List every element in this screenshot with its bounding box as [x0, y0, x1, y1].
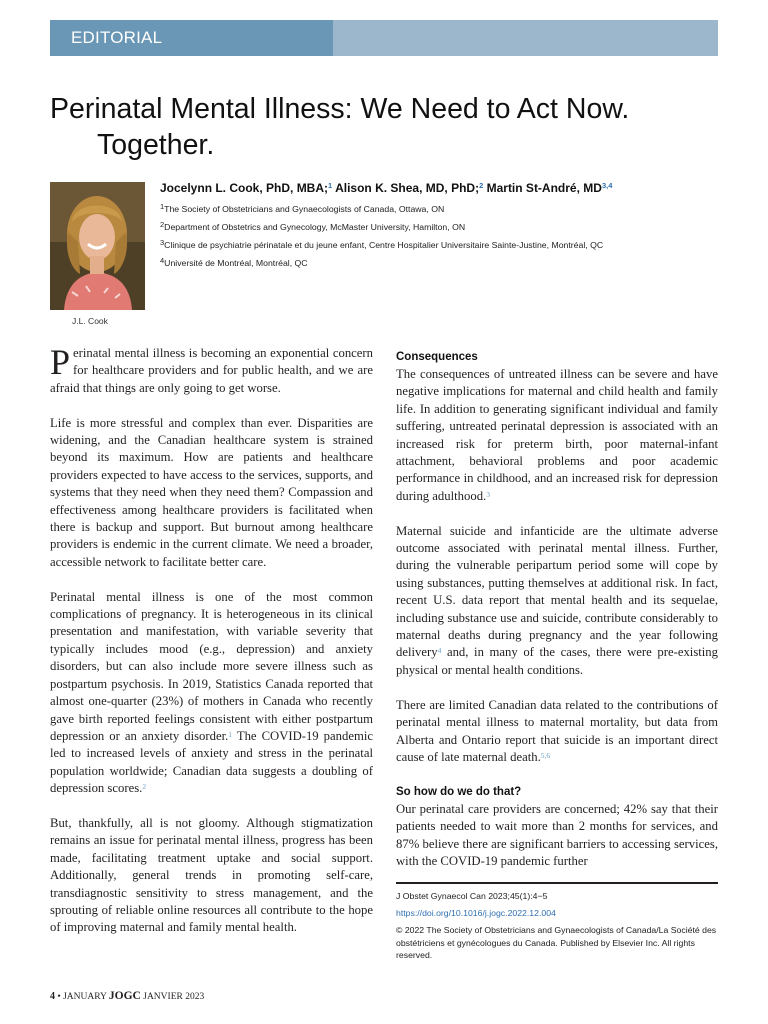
- affiliation-number: 2: [160, 220, 165, 229]
- right-column: [396, 349, 718, 888]
- footer-month-en: JANUARY: [63, 992, 107, 1002]
- affiliation-number: 4: [160, 256, 165, 265]
- affiliation-4: [160, 257, 308, 269]
- page-footer: [50, 990, 204, 1002]
- paragraph-text: and, in many of the cases, there were pre-existing physical or mental health conditions.: [396, 645, 718, 677]
- paragraph-text: The COVID-19 pandemic led to increased levels of anxiety and stress in the perinatal population worldwide; Canadian data suggests a doubling of depression scores.: [50, 728, 373, 796]
- paragraph-text: Maternal suicide and infanticide are the ultimate adverse outcome associated with perinatal mental illness. Further, during the vulnerable peripartum period some will cope by using substances, putting themselves at additional risk. In fact, recent U.S. data report that mental health and its sequelae, including substance use and suicide, contribute considerably to maternal deaths during pregnancy and the year following delivery: [396, 523, 718, 660]
- author-name: Alison K. Shea, MD, PhD;: [332, 181, 480, 195]
- paragraph-text: The consequences of untreated illness can be severe and have negative implications for maternal and child health and family life. In addition to generating significant individual and family suffering, untreated perinatal depression is associated with an increased risk for preterm birth, poor maternal-infant attachment, behavioral problems and poor academic performance in childhood, and an increased risk for depression during adulthood.: [396, 367, 718, 503]
- footer-journal: JOGC: [108, 990, 141, 1002]
- paragraph: [396, 366, 718, 505]
- paragraph: [50, 589, 373, 798]
- paragraph: [50, 342, 373, 397]
- affiliation-2: [160, 221, 465, 233]
- affiliation-number: 1: [160, 202, 165, 211]
- reference-link[interactable]: 3: [486, 489, 490, 499]
- reference-link[interactable]: 4: [437, 646, 442, 656]
- author-affiliation-ref[interactable]: 1: [328, 181, 333, 190]
- page-number: 4: [50, 991, 55, 1002]
- journal-citation: J Obstet Gynaecol Can 2023;45(1):4−5: [396, 891, 548, 901]
- author-affiliation-ref[interactable]: 3,4: [601, 181, 613, 190]
- author-list: [160, 180, 725, 196]
- photo-caption: J.L. Cook: [72, 316, 108, 326]
- footer-month-fr: JANVIER 2023: [143, 992, 205, 1002]
- doi-link[interactable]: https://doi.org/10.1016/j.jogc.2022.12.004: [396, 907, 556, 918]
- section-heading: Consequences: [396, 351, 478, 363]
- drop-cap: P: [50, 342, 71, 382]
- paragraph-text: Perinatal mental illness is one of the most common complications of pregnancy. It is heterogeneous in its clinical presentation and manifestation, with variable severity that typically includes mood (e.g., depression) and anxiety disorders, but can also include more severe illness such as postpartum psychosis. In 2019, Statistics Canada reported that almost one-quarter (23%) of mothers in Canada who recently gave birth reported feelings consistent with either postpartum depression or an anxiety disorder.: [50, 589, 373, 743]
- paragraph: Our perinatal care providers are concerned; 42% say that their patients needed to wait more than 2 months for services, and 87% believe there are significant barriers to accessing services, with the COVID-19 pandemic further: [396, 801, 718, 868]
- affiliation-1: [160, 203, 444, 215]
- footer-bullet: •: [57, 992, 61, 1002]
- paragraph: [396, 523, 718, 680]
- section-label: EDITORIAL: [71, 28, 163, 47]
- affiliation-text: Clinique de psychiatrie périnatale et du jeune enfant, Centre Hospitalier Universitaire Sainte-Justine, Montréal, QC: [164, 240, 604, 250]
- article-title: Perinatal Mental Illness: We Need to Act Now. Together.: [50, 93, 630, 161]
- reference-link[interactable]: 1: [228, 729, 233, 739]
- author-name: Martin St-André, MD: [483, 181, 602, 195]
- affiliation-number: 3: [160, 238, 165, 247]
- affiliation-text: Université de Montréal, Montréal, QC: [164, 258, 308, 268]
- paragraph: But, thankfully, all is not gloomy. Although stigmatization remains an issue for perinatal mental illness, progress has been made, facilitating treatment uptake and social support. Additionally, general trends in promoting self-care, transdiagnostic sensitivity to stress management, and the sprouting of reliable online resources all contribute to the hope of improving maternal and family mental health.: [50, 815, 373, 935]
- reference-link[interactable]: 2: [142, 782, 147, 792]
- author-portrait-image: [50, 182, 145, 310]
- section-heading: So how do we do that?: [396, 785, 522, 798]
- affiliation-text: Department of Obstetrics and Gynecology, McMaster University, Hamilton, ON: [164, 222, 466, 232]
- paragraph: Life is more stressful and complex than ever. Disparities are widening, and the Canadian healthcare system is strained beyond its maximum. How are patients and healthcare providers expected to have access to the services, supports, and systems that they need when they need them? Compassion and effectiveness among healthcare providers is facilitated when there is backup and support. But burnout among healthcare providers is endemic in the current climate. We need a broader, accessible network to facilitate better care.: [50, 415, 373, 569]
- affiliation-3: [160, 239, 603, 251]
- reference-link[interactable]: 5,6: [540, 750, 551, 760]
- author-photo: [50, 182, 145, 310]
- affiliation-text: The Society of Obstetricians and Gynaecologists of Canada, Ottawa, ON: [164, 204, 445, 214]
- paragraph-text: erinatal mental illness is becoming an exponential concern for healthcare providers and for public health, and we are afraid that things are only going to get worse.: [50, 346, 373, 395]
- left-column: [50, 342, 373, 954]
- author-name: Jocelynn L. Cook, PhD, MBA;: [160, 181, 329, 195]
- author-affiliation-ref[interactable]: 2: [479, 181, 484, 190]
- citation-box: [396, 882, 718, 962]
- copyright-notice: © 2022 The Society of Obstetricians and Gynaecologists of Canada/La Société des obstétriciens et gynécologues du Canada. Published by Elsevier Inc. All rights reserved.: [396, 925, 717, 960]
- paragraph: [396, 697, 718, 767]
- paragraph-text: There are limited Canadian data related to the contributions of perinatal mental illness to maternal mortality, but data from Alberta and Ontario report that suicide is an important direct cause of late maternal death.: [396, 697, 718, 764]
- section-banner: [50, 20, 718, 56]
